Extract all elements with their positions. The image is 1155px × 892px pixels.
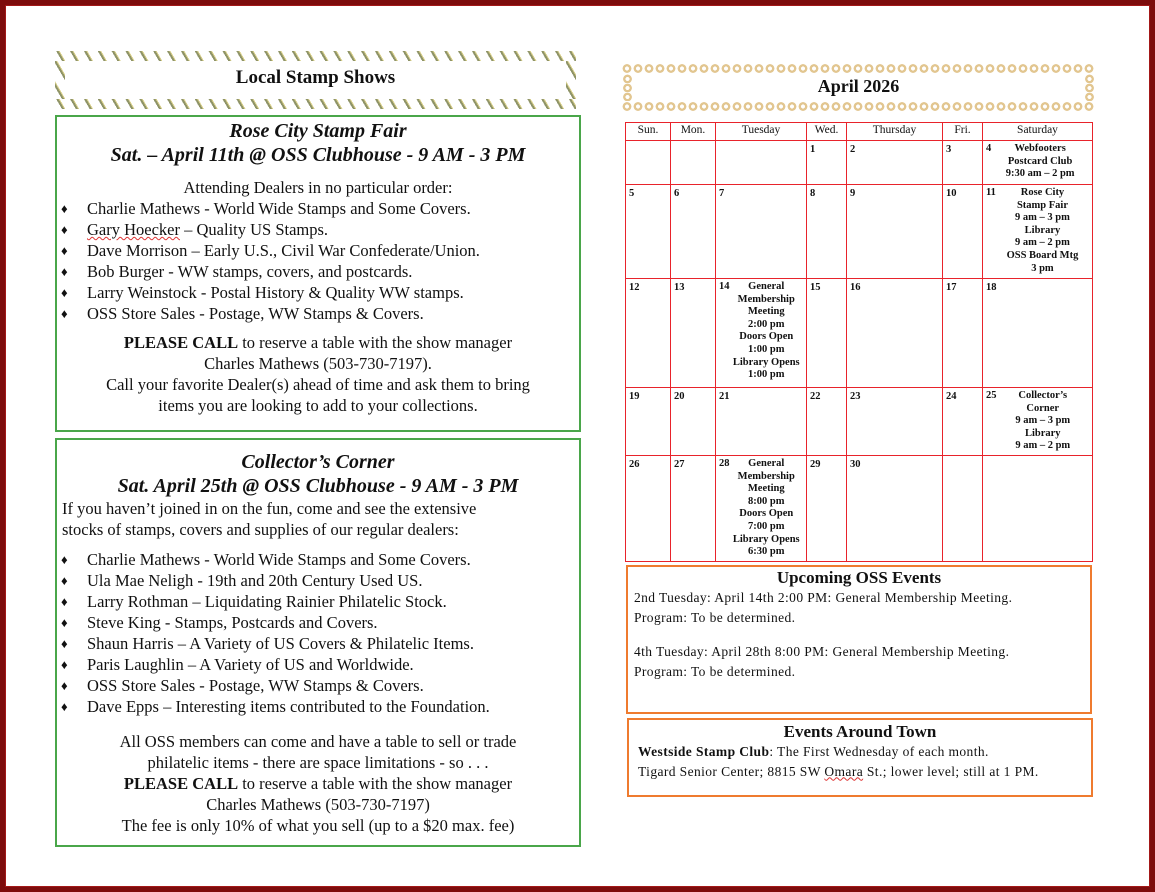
event-subtitle: Sat. – April 11th @ OSS Clubhouse - 9 AM - 3 PM xyxy=(110,144,526,166)
day-cell xyxy=(671,141,716,185)
day-cell: 7 xyxy=(716,185,807,279)
day-cell: 19 xyxy=(626,388,671,456)
manager-contact: Charles Mathews (503-730-7197) xyxy=(206,795,430,814)
list-item: ♦ Shaun Harris – A Variety of US Covers & Philatelic Items. xyxy=(61,634,474,653)
day-cell: 15 xyxy=(807,279,847,388)
day-cell: 4 Webfooters Postcard Club 9:30 am – 2 pm xyxy=(983,141,1093,185)
members-note: philatelic items - there are space limitations - so . . . xyxy=(147,753,489,772)
day-cell: 26 xyxy=(626,455,671,561)
calendar-week xyxy=(626,279,1093,388)
day-cell xyxy=(626,141,671,185)
day-cell: 23 xyxy=(847,388,943,456)
day-cell: 5 xyxy=(626,185,671,279)
calendar-week xyxy=(626,185,1093,279)
diamond-bullet-icon: ♦ xyxy=(61,264,68,279)
club-line: Westside Stamp Club: The First Wednesday of each month. xyxy=(638,744,989,759)
weekday-header: Sun. xyxy=(626,123,671,141)
note-text: items you are looking to add to your collections. xyxy=(158,396,478,415)
diamond-bullet-icon: ♦ xyxy=(61,699,68,714)
diamond-bullet-icon: ♦ xyxy=(61,615,68,630)
calendar-event: Rose City Stamp Fair 9 am – 3 pm Library 9 am – 2 pm OSS Board Mtg 3 pm xyxy=(1006,187,1079,274)
spellcheck-word: Omara xyxy=(824,763,864,779)
diamond-bullet-icon: ♦ xyxy=(61,594,68,609)
diamond-bullet-icon: ♦ xyxy=(61,573,68,588)
calendar-week xyxy=(626,141,1093,185)
weekday-header-row xyxy=(626,123,1093,141)
day-cell xyxy=(716,141,807,185)
upcoming-events-box xyxy=(626,565,1092,714)
day-cell: 21 xyxy=(716,388,807,456)
list-item: ♦ Bob Burger - WW stamps, covers, and postcards. xyxy=(61,262,413,281)
event-subtitle: Sat. April 25th @ OSS Clubhouse - 9 AM - 3 PM xyxy=(117,475,519,497)
list-item: ♦ Dave Epps – Interesting items contributed to the Foundation. xyxy=(61,697,490,716)
diamond-bullet-icon: ♦ xyxy=(61,657,68,672)
day-cell: 17 xyxy=(943,279,983,388)
diamond-bullet-icon: ♦ xyxy=(61,678,68,693)
day-cell: 10 xyxy=(943,185,983,279)
day-cell: 30 xyxy=(847,455,943,561)
calendar-event: General Membership Meeting 2:00 pm Doors Open 1:00 pm Library Opens 1:00 pm xyxy=(732,281,800,381)
list-item: ♦ OSS Store Sales - Postage, WW Stamps & Covers. xyxy=(61,304,424,323)
list-item: ♦ Charlie Mathews - World Wide Stamps and Some Covers. xyxy=(61,199,471,218)
dealers-intro: Attending Dealers in no particular order: xyxy=(183,178,453,197)
calendar-title: April 2026 xyxy=(817,76,900,96)
weekday-header: Wed. xyxy=(807,123,847,141)
decorative-border xyxy=(55,99,576,109)
day-cell xyxy=(983,455,1093,561)
calendar-event: Collector’s Corner 9 am – 3 pm Library 9 am – 2 pm xyxy=(1015,390,1071,452)
day-cell: 2 xyxy=(847,141,943,185)
day-cell: 11 Rose City Stamp Fair 9 am – 3 pm Library 9 am – 2 pm OSS Board Mtg 3 pm xyxy=(983,185,1093,279)
event-title: Rose City Stamp Fair xyxy=(229,120,407,142)
list-item: ♦ Steve King - Stamps, Postcards and Covers. xyxy=(61,613,378,632)
spellcheck-word: Gary Hoecker xyxy=(87,220,180,239)
calendar-week xyxy=(626,388,1093,456)
calendar-week xyxy=(626,455,1093,561)
list-item: ♦ Paris Laughlin – A Variety of US and Worldwide. xyxy=(61,655,414,674)
box-title: Upcoming OSS Events xyxy=(776,568,942,587)
day-cell: 3 xyxy=(943,141,983,185)
event-line: 2nd Tuesday: April 14th 2:00 PM: General Membership Meeting. xyxy=(634,590,1013,605)
local-stamp-shows-header xyxy=(55,51,576,109)
diamond-bullet-icon: ♦ xyxy=(61,222,68,237)
diamond-bullet-icon: ♦ xyxy=(61,285,68,300)
day-cell: 29 xyxy=(807,455,847,561)
calendar-event: General Membership Meeting 8:00 pm Doors Open 7:00 pm Library Opens 6:30 pm xyxy=(732,457,800,558)
calendar-grid xyxy=(625,122,1093,562)
diamond-bullet-icon: ♦ xyxy=(61,243,68,258)
diamond-bullet-icon: ♦ xyxy=(61,306,68,321)
day-cell: 6 xyxy=(671,185,716,279)
day-cell: 28 General Membership Meeting 8:00 pm Doors Open 7:00 pm Library Opens 6:30 pm xyxy=(716,455,807,561)
call-notice: PLEASE CALL to reserve a table with the show manager xyxy=(123,774,513,793)
list-item: ♦ Charlie Mathews - World Wide Stamps and Some Covers. xyxy=(61,550,471,569)
weekday-header: Thursday xyxy=(847,123,943,141)
collectors-corner-box xyxy=(55,438,581,847)
event-title: Collector’s Corner xyxy=(241,451,395,473)
day-cell: 14 General Membership Meeting 2:00 pm Doors Open 1:00 pm Library Opens 1:00 pm xyxy=(716,279,807,388)
event-line: Program: To be determined. xyxy=(634,609,796,625)
decorative-border xyxy=(55,51,576,61)
day-cell: 16 xyxy=(847,279,943,388)
fee-note: The fee is only 10% of what you sell (up to a $20 max. fee) xyxy=(121,816,515,835)
intro-text: If you haven’t joined in on the fun, come and see the extensive xyxy=(62,499,477,518)
members-note: All OSS members can come and have a table to sell or trade xyxy=(119,732,517,751)
day-cell: 25 Collector’s Corner 9 am – 3 pm Library 9 am – 2 pm xyxy=(983,388,1093,456)
day-cell: 12 xyxy=(626,279,671,388)
calendar-header xyxy=(622,63,1095,112)
decorative-border xyxy=(622,101,1095,112)
event-line: Program: To be determined. xyxy=(634,663,796,679)
list-item: ♦ Ula Mae Neligh - 19th and 20th Century Used US. xyxy=(61,571,423,590)
section-title: Local Stamp Shows xyxy=(235,67,396,88)
diamond-bullet-icon: ♦ xyxy=(61,201,68,216)
weekday-header: Tuesday xyxy=(716,123,807,141)
diamond-bullet-icon: ♦ xyxy=(61,636,68,651)
weekday-header: Fri. xyxy=(943,123,983,141)
day-cell: 20 xyxy=(671,388,716,456)
day-cell: 27 xyxy=(671,455,716,561)
day-cell xyxy=(943,455,983,561)
event-line: 4th Tuesday: April 28th 8:00 PM: General Membership Meeting. xyxy=(634,644,1010,659)
list-item: ♦ Gary Hoecker – Quality US Stamps. xyxy=(61,220,329,239)
rose-city-box xyxy=(55,115,581,432)
list-item: ♦ Larry Weinstock - Postal History & Quality WW stamps. xyxy=(61,283,464,302)
list-item: ♦ OSS Store Sales - Postage, WW Stamps & Covers. xyxy=(61,676,424,695)
day-cell: 13 xyxy=(671,279,716,388)
day-cell: 9 xyxy=(847,185,943,279)
day-cell: 24 xyxy=(943,388,983,456)
dealer-list xyxy=(57,198,579,324)
dealer-list xyxy=(57,549,579,717)
call-notice: PLEASE CALL to reserve a table with the show manager xyxy=(123,333,513,352)
calendar-event: Webfooters Postcard Club 9:30 am – 2 pm xyxy=(1005,143,1075,180)
note-text: Call your favorite Dealer(s) ahead of time and ask them to bring xyxy=(106,375,530,394)
diamond-bullet-icon: ♦ xyxy=(61,552,68,567)
manager-contact: Charles Mathews (503-730-7197). xyxy=(204,354,432,373)
events-around-town-box xyxy=(627,718,1093,797)
weekday-header: Saturday xyxy=(983,123,1093,141)
weekday-header: Mon. xyxy=(671,123,716,141)
box-title: Events Around Town xyxy=(783,722,937,741)
day-cell: 18 xyxy=(983,279,1093,388)
location-line: Tigard Senior Center; 8815 SW Omara St.; lower level; still at 1 PM. xyxy=(638,763,1039,779)
day-cell: 1 xyxy=(807,141,847,185)
list-item: ♦ Dave Morrison – Early U.S., Civil War Confederate/Union. xyxy=(61,241,480,260)
day-cell: 22 xyxy=(807,388,847,456)
day-cell: 8 xyxy=(807,185,847,279)
decorative-border xyxy=(622,63,1095,74)
list-item: ♦ Larry Rothman – Liquidating Rainier Philatelic Stock. xyxy=(61,592,447,611)
intro-text: stocks of stamps, covers and supplies of our regular dealers: xyxy=(62,520,459,539)
